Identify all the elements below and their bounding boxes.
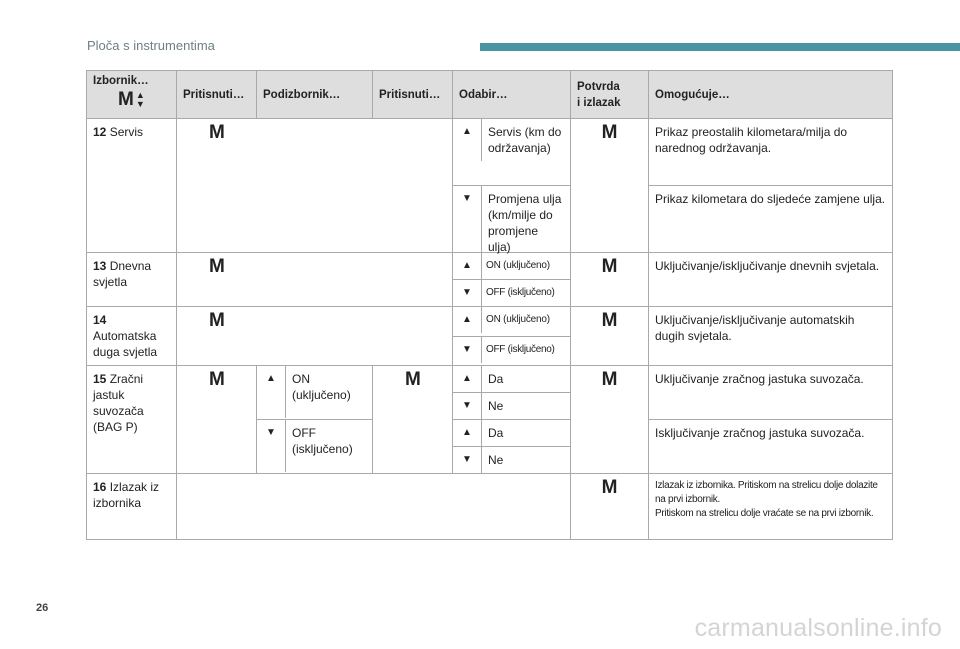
arrow-up-icon: ▲ [266, 373, 276, 384]
m-updown-icon [118, 91, 145, 109]
enables-text: Izlazak iz izbornika. Pritiskom na strelicu dolje dolazite na prvi izbornik. [655, 480, 878, 505]
m-key-icon: M [405, 369, 421, 390]
arrow-down-icon: ▼ [266, 427, 276, 438]
enables-cell: Uključivanje/isključivanje automatskih dugih svjetala. [649, 307, 893, 366]
select-label: Da [481, 420, 570, 446]
select-label: OFF (isključeno) [481, 337, 570, 363]
select-label: ON (uključeno) [481, 307, 570, 333]
column-header-enables: Omogućuje… [649, 71, 893, 119]
column-header-menu [87, 71, 177, 119]
menu-name: Automatska duga svjetla [93, 329, 158, 359]
arrow-down-icon: ▼ [462, 454, 472, 465]
table-row [87, 366, 893, 393]
column-header-submenu: Podizbornik… [257, 71, 373, 119]
arrow-up-icon: ▲ [462, 373, 472, 384]
watermark: carmanualsonline.info [694, 614, 942, 642]
column-header-menu-label: Izbornik… [93, 75, 149, 87]
select-label: Ne [481, 447, 570, 473]
menu-number: 12 [93, 125, 107, 139]
arrow-down-icon: ▼ [462, 400, 472, 411]
table-row [87, 119, 893, 186]
arrow-up-icon: ▲ [462, 314, 472, 325]
confirm-cell [571, 474, 649, 540]
arrow-up-icon: ▲ [135, 90, 145, 100]
m-key-cell [177, 119, 453, 253]
select-cell-servis-down [453, 186, 571, 253]
confirm-cell [571, 119, 649, 253]
empty-cell [177, 474, 571, 540]
menu-number: 14 [93, 313, 107, 327]
select-cell [453, 280, 571, 307]
section-title: Ploča s instrumentima [87, 38, 215, 53]
menu-name: Zračni jastuk suvozača (BAG P) [93, 372, 144, 434]
table-header-row [87, 71, 893, 119]
confirm-cell [571, 307, 649, 366]
confirm-cell [571, 253, 649, 307]
submenu-label: OFF (isključeno) [285, 420, 372, 472]
select-cell-servis-up [453, 119, 571, 186]
arrow-down-icon: ▼ [135, 99, 145, 109]
menu-name: Izlazak iz izbornika [93, 480, 160, 510]
enables-cell: Prikaz kilometara do sljedeće zamjene ulja. [649, 186, 893, 253]
m-key-icon: M [209, 310, 225, 331]
m-key-icon: M [601, 369, 618, 390]
arrow-down-icon: ▼ [462, 287, 472, 298]
menu-cell-duga [87, 307, 177, 366]
enables-cell: Uključivanje zračnog jastuka suvozača. [649, 366, 893, 420]
menu-table [86, 70, 893, 540]
select-cell [453, 253, 571, 280]
arrow-down-icon: ▼ [462, 343, 472, 355]
menu-cell-dnevna [87, 253, 177, 307]
m-key-icon: M [601, 122, 618, 143]
menu-cell-servis [87, 119, 177, 253]
column-header-select: Odabir… [453, 71, 571, 119]
page-number: 26 [36, 602, 49, 614]
m-key-icon: M [209, 122, 225, 143]
column-header-confirm-line2: i izlazak [577, 96, 621, 109]
select-label: Promjena ulja (km/milje do promjene ulja) [481, 186, 570, 252]
enables-text: Pritiskom na strelicu dolje vraćate se na prvi izbornik. [655, 508, 874, 519]
m-key-icon: M [601, 256, 618, 277]
column-header-confirm [571, 71, 649, 119]
m-key-label: M [118, 89, 134, 110]
select-cell [453, 336, 571, 366]
menu-number: 13 [93, 259, 107, 273]
enables-cell: Prikaz preostalih kilometara/milja do narednog održavanja. [649, 119, 893, 186]
arrow-down-icon: ▼ [462, 193, 472, 204]
m-key-cell [177, 366, 257, 474]
column-header-press-2: Pritisnuti… [373, 71, 453, 119]
menu-cell-izlazak [87, 474, 177, 540]
table-row [87, 307, 893, 337]
menu-cell-bag [87, 366, 177, 474]
m-key-icon: M [209, 369, 225, 390]
arrow-up-icon: ▲ [462, 260, 472, 271]
arrow-up-icon: ▲ [462, 126, 472, 137]
submenu-label: ON (uključeno) [285, 366, 372, 418]
table-row [87, 253, 893, 280]
m-key-cell [177, 253, 453, 307]
select-label: Da [481, 366, 570, 392]
arrow-up-icon: ▲ [462, 427, 472, 438]
m-key-cell [373, 366, 453, 474]
enables-cell [649, 474, 893, 540]
submenu-cell [257, 420, 373, 474]
m-key-cell [177, 307, 453, 366]
select-cell [453, 447, 571, 474]
select-label: Ne [481, 393, 570, 419]
menu-name: Servis [109, 125, 144, 139]
select-label: Servis (km do održavanja) [481, 119, 570, 161]
enables-cell: Uključivanje/isključivanje dnevnih svjetala. [649, 253, 893, 307]
menu-name: Dnevna svjetla [93, 259, 152, 289]
select-cell [453, 307, 571, 337]
enables-cell: Isključivanje zračnog jastuka suvozača. [649, 420, 893, 474]
menu-number: 15 [93, 372, 107, 386]
header-bar [480, 43, 960, 51]
column-header-press: Pritisnuti… [177, 71, 257, 119]
confirm-cell [571, 366, 649, 474]
table-row [87, 474, 893, 540]
select-cell [453, 420, 571, 447]
m-key-icon: M [601, 310, 618, 331]
select-cell [453, 393, 571, 420]
select-label: OFF (isključeno) [481, 280, 570, 306]
column-header-confirm-line1: Potvrda [577, 80, 620, 93]
submenu-cell [257, 366, 373, 420]
select-label: ON (uključeno) [481, 253, 570, 279]
select-cell [453, 366, 571, 393]
m-key-icon: M [209, 256, 225, 277]
m-key-icon: M [601, 477, 618, 498]
menu-number: 16 [93, 480, 107, 494]
